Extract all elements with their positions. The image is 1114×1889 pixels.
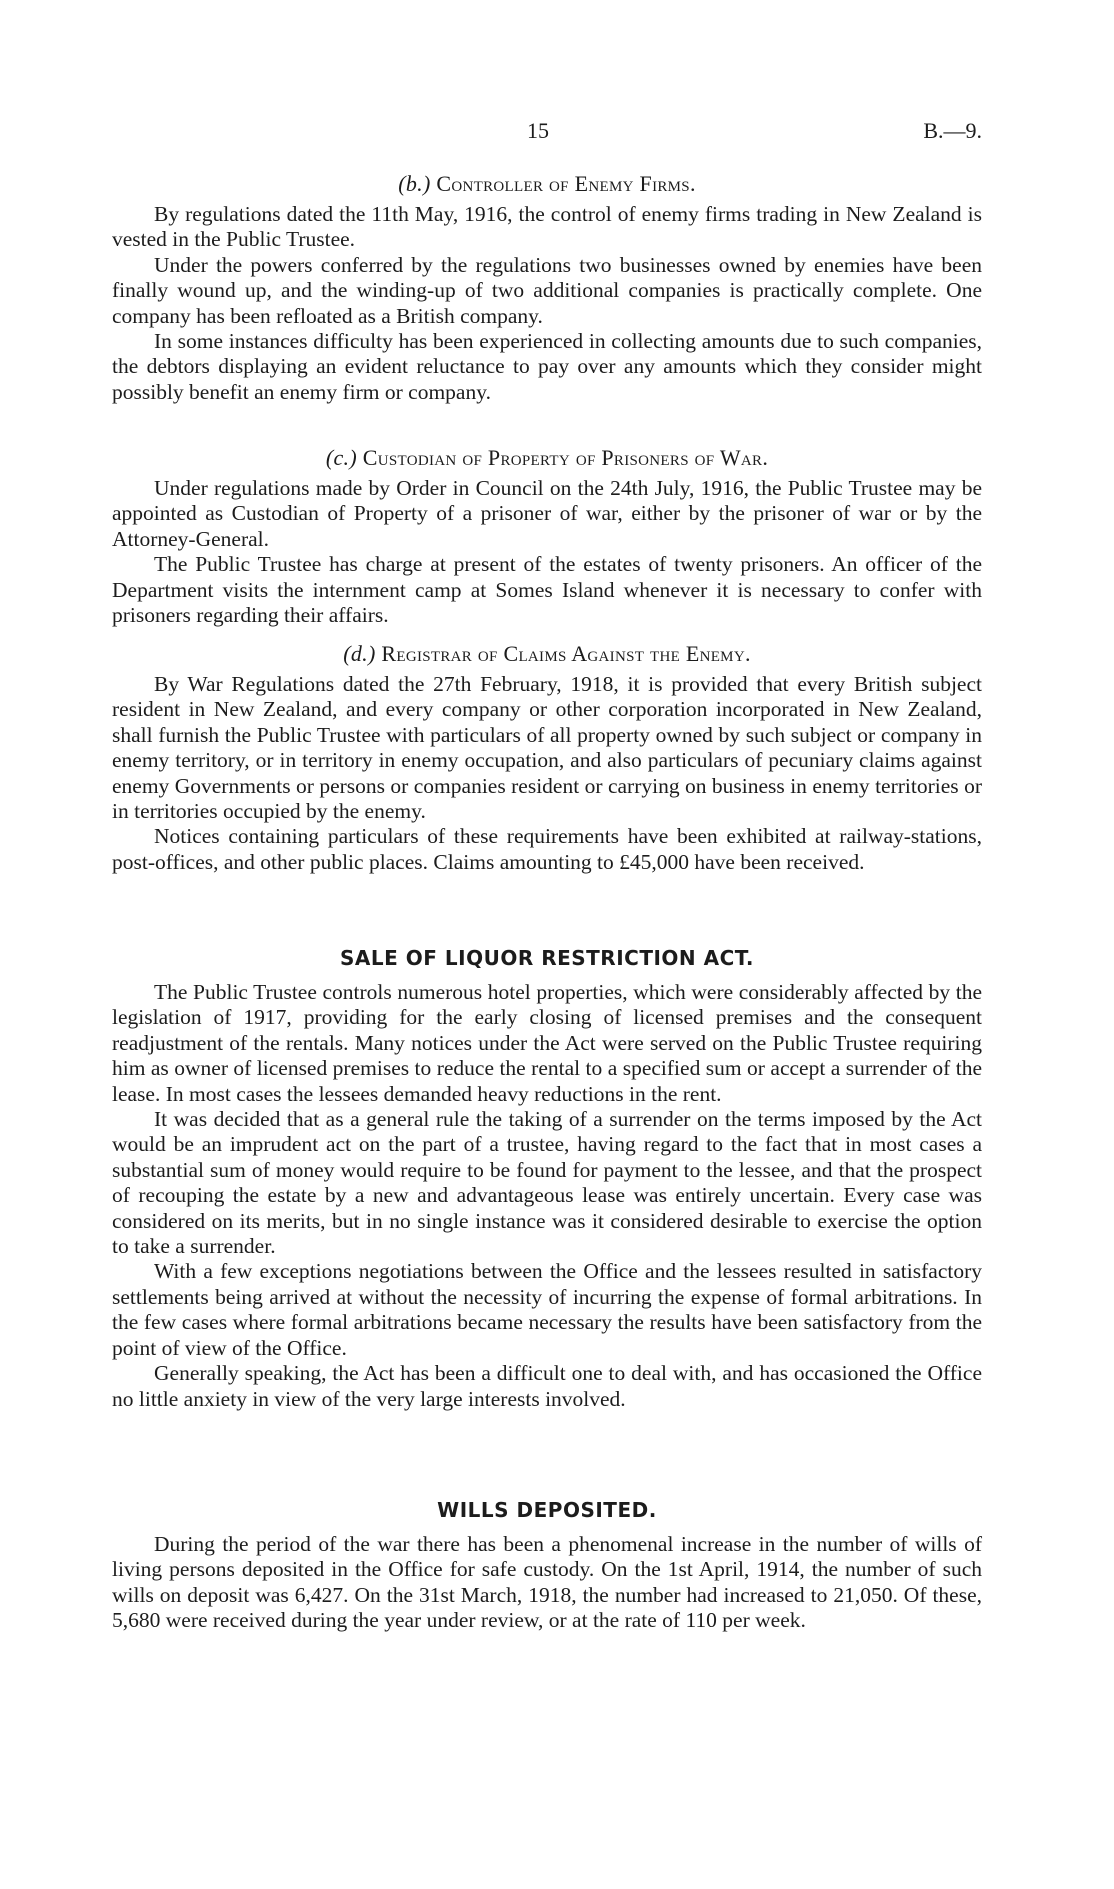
section-title: WILLS DEPOSITED. bbox=[437, 1498, 657, 1522]
page-header bbox=[112, 118, 982, 148]
section-title: Custodian of Property of Prisoners of War. bbox=[362, 445, 769, 470]
section-custodian-property bbox=[112, 444, 982, 628]
section-label: (c.) bbox=[325, 445, 357, 470]
section-heading bbox=[112, 640, 982, 668]
section-title: Controller of Enemy Firms. bbox=[436, 171, 696, 196]
paragraph: By War Regulations dated the 27th February, 1918, it is provided that every British subject resident in New Zealand, and every company or other corporation incorporated in New Zealand, shall furnish the Public Trustee with particulars of all property owned by such subject or company in enemy territory, or in territory in enemy occupation, and also particulars of pecuniary claims against enemy Governments or persons or companies resident or carrying on business in enemy territories or in territories occupied by the enemy. bbox=[112, 672, 982, 824]
section-wills-deposited bbox=[112, 1496, 982, 1634]
page-number: 15 bbox=[527, 118, 549, 143]
paragraph: By regulations dated the 11th May, 1916, the control of enemy firms trading in New Zealand is vested in the Public Trustee. bbox=[112, 202, 982, 252]
section-controller-enemy-firms bbox=[112, 170, 982, 405]
paragraph: The Public Trustee has charge at present of the estates of twenty prisoners. An officer of the Department visits the internment camp at Somes Island whenever it is necessary to confer with prisoners regarding their affairs. bbox=[112, 552, 982, 628]
section-label: (b.) bbox=[398, 171, 431, 196]
section-heading bbox=[112, 444, 982, 472]
paragraph: It was decided that as a general rule the taking of a surrender on the terms imposed by the Act would be an imprudent act on the part of a trustee, having regard to the fact that in most cases a substantial sum of money would require to be found for payment to the lessee, and that the prospect of recouping the estate by a new and advantageous lease was entirely uncertain. Every case was considered on its merits, but in no single instance was it considered desirable to exercise the option to take a surrender. bbox=[112, 1107, 982, 1259]
section-registrar-claims bbox=[112, 640, 982, 875]
paragraph: The Public Trustee controls numerous hotel properties, which were considerably affected by the legislation of 1917, providing for the early closing of licensed premises and the consequent readjustment of the rentals. Many notices under the Act were served on the Public Trustee requiring him as owner of licensed premises to reduce the rental to a specified sum or accept a surrender of the lease. In most cases the lessees demanded heavy reductions in the rent. bbox=[112, 980, 982, 1106]
document-reference: B.—9. bbox=[923, 118, 982, 143]
paragraph: Notices containing particulars of these requirements have been exhibited at railway-stations, post-offices, and other public places. Claims amounting to £45,000 have been received. bbox=[112, 824, 982, 874]
paragraph: Under regulations made by Order in Council on the 24th July, 1916, the Public Trustee may be appointed as Custodian of Property of a prisoner of war, either by the prisoner of war or by the Attorney-General. bbox=[112, 476, 982, 551]
section-title: SALE OF LIQUOR RESTRICTION ACT. bbox=[340, 946, 754, 970]
section-heading bbox=[112, 170, 982, 198]
paragraph: Generally speaking, the Act has been a difficult one to deal with, and has occasioned the Office no little anxiety in view of the very large interests involved. bbox=[112, 1361, 982, 1411]
section-label: (d.) bbox=[343, 641, 376, 666]
paragraph: With a few exceptions negotiations between the Office and the lessees resulted in satisfactory settlements being arrived at without the necessity of incurring the expense of formal arbitrations. In the few cases where formal arbitrations became necessary the results have been satisfactory from the point of view of the Office. bbox=[112, 1259, 982, 1360]
section-sale-of-liquor bbox=[112, 944, 982, 1412]
paragraph: Under the powers conferred by the regulations two businesses owned by enemies have been finally wound up, and the winding-up of two additional companies is practically complete. One company has been refloated as a British company. bbox=[112, 252, 982, 328]
paragraph: During the period of the war there has been a phenomenal increase in the number of wills of living persons deposited in the Office for safe custody. On the 1st April, 1914, the number of such wills on deposit was 6,427. On the 31st March, 1918, the number had increased to 21,050. Of these, 5,680 were received during the year under review, or at the rate of 110 per week. bbox=[112, 1532, 982, 1633]
section-title: Registrar of Claims Against the Enemy. bbox=[381, 641, 751, 666]
paragraph: In some instances difficulty has been experienced in collecting amounts due to such companies, the debtors displaying an evident reluctance to pay over any amounts which they consider might possibly benefit an enemy firm or company. bbox=[112, 329, 982, 404]
